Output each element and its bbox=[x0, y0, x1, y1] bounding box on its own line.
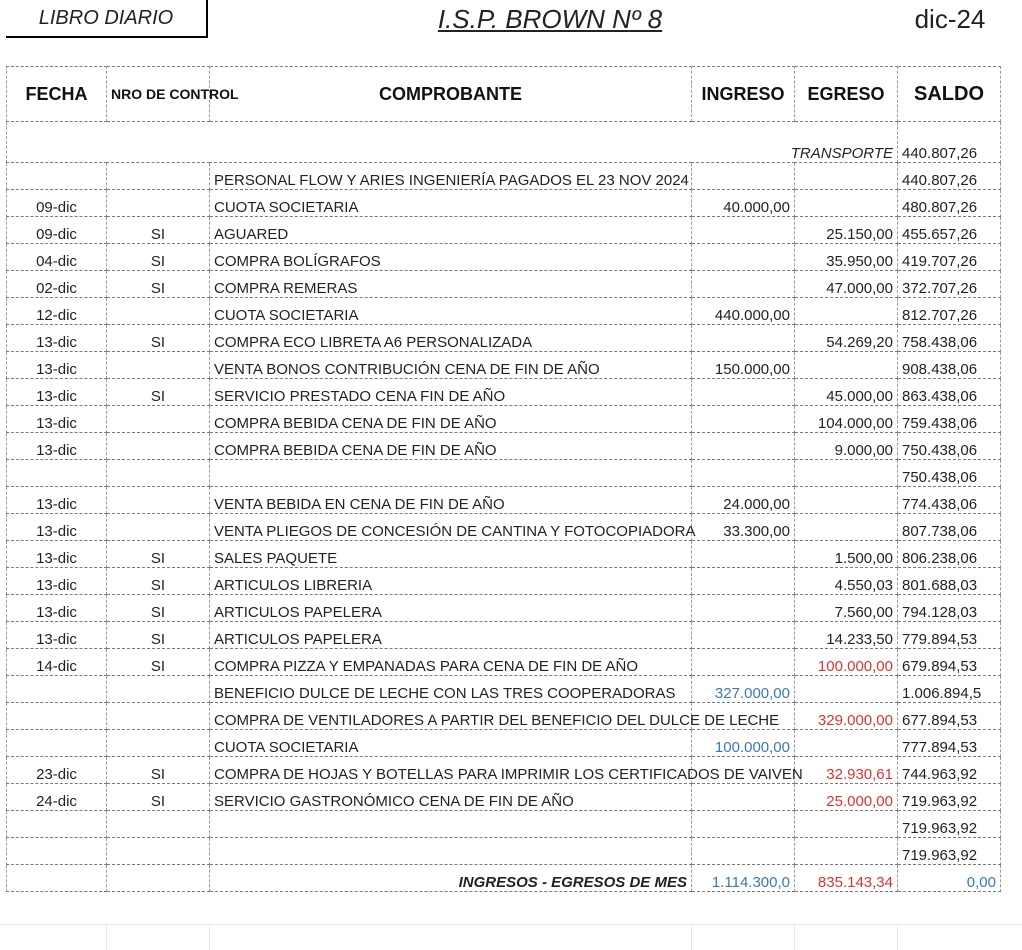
cell-comprobante: VENTA PLIEGOS DE CONCESIÓN DE CANTINA Y FOTOCOPIADORA bbox=[210, 514, 692, 541]
cell-comprobante: ARTICULOS PAPELERA bbox=[210, 622, 692, 649]
cell-control: SI bbox=[107, 541, 210, 568]
cell-fecha bbox=[7, 163, 107, 190]
cell-fecha: 13-dic bbox=[7, 352, 107, 379]
cell-comprobante: ARTICULOS LIBRERIA bbox=[210, 568, 692, 595]
cell-ingreso bbox=[692, 838, 795, 865]
cell-saldo: 1.006.894,5 bbox=[898, 676, 1001, 703]
cell-saldo: 801.688,03 bbox=[898, 568, 1001, 595]
cell-egreso bbox=[795, 487, 898, 514]
cell-fecha bbox=[7, 460, 107, 487]
cell-ingreso bbox=[692, 217, 795, 244]
cell-egreso: 47.000,00 bbox=[795, 271, 898, 298]
cell-egreso: 32.930,61 bbox=[795, 757, 898, 784]
cell-control bbox=[107, 676, 210, 703]
cell-ingreso bbox=[692, 595, 795, 622]
col-header-control: NRO DE CONTROL bbox=[107, 67, 210, 122]
cell-egreso: 35.950,00 bbox=[795, 244, 898, 271]
cell-control bbox=[107, 460, 210, 487]
table-row bbox=[7, 163, 1001, 190]
totals-ingreso: 1.114.300,0 bbox=[692, 865, 795, 892]
totals-label: INGRESOS - EGRESOS DE MES bbox=[210, 865, 692, 892]
cell-fecha bbox=[7, 676, 107, 703]
cell-saldo: 440.807,26 bbox=[898, 163, 1001, 190]
cell-control bbox=[107, 433, 210, 460]
cell-comprobante: COMPRA DE HOJAS Y BOTELLAS PARA IMPRIMIR LOS CERTIFICADOS DE VAIVEN bbox=[210, 757, 692, 784]
table-row bbox=[7, 352, 1001, 379]
table-row bbox=[7, 298, 1001, 325]
cell-control: SI bbox=[107, 595, 210, 622]
cell-control bbox=[107, 352, 210, 379]
transporte-label: TRANSPORTE bbox=[7, 122, 898, 163]
table-row bbox=[7, 460, 1001, 487]
cell-ingreso: 40.000,00 bbox=[692, 190, 795, 217]
table-row bbox=[7, 676, 1001, 703]
header-row bbox=[7, 67, 1001, 122]
cell-control bbox=[107, 703, 210, 730]
table-row bbox=[7, 811, 1001, 838]
cell-comprobante: SERVICIO GASTRONÓMICO CENA DE FIN DE AÑO bbox=[210, 784, 692, 811]
col-header-comprobante: COMPROBANTE bbox=[210, 67, 692, 122]
cell-saldo: 794.128,03 bbox=[898, 595, 1001, 622]
cell-control: SI bbox=[107, 757, 210, 784]
cell-egreso bbox=[795, 838, 898, 865]
cell-saldo: 750.438,06 bbox=[898, 460, 1001, 487]
col-header-ingreso: INGRESO bbox=[692, 67, 795, 122]
cell-comprobante: BENEFICIO DULCE DE LECHE CON LAS TRES COOPERADORAS bbox=[210, 676, 692, 703]
cell-egreso bbox=[795, 298, 898, 325]
table-row bbox=[7, 487, 1001, 514]
cell-fecha: 13-dic bbox=[7, 595, 107, 622]
table-row bbox=[7, 514, 1001, 541]
cell-control: SI bbox=[107, 271, 210, 298]
cell-comprobante: COMPRA BEBIDA CENA DE FIN DE AÑO bbox=[210, 433, 692, 460]
cell-ingreso bbox=[692, 460, 795, 487]
empty-grid-col bbox=[106, 924, 107, 950]
cell-saldo: 719.963,92 bbox=[898, 784, 1001, 811]
cell-fecha: 09-dic bbox=[7, 217, 107, 244]
cell-comprobante: VENTA BONOS CONTRIBUCIÓN CENA DE FIN DE AÑO bbox=[210, 352, 692, 379]
cell-fecha: 13-dic bbox=[7, 541, 107, 568]
cell-ingreso bbox=[692, 811, 795, 838]
cell-comprobante: CUOTA SOCIETARIA bbox=[210, 730, 692, 757]
cell-control bbox=[107, 190, 210, 217]
empty-grid-col bbox=[209, 924, 210, 950]
cell-fecha: 13-dic bbox=[7, 379, 107, 406]
cell-egreso: 9.000,00 bbox=[795, 433, 898, 460]
cell-egreso bbox=[795, 730, 898, 757]
cell-saldo: 774.438,06 bbox=[898, 487, 1001, 514]
cell-comprobante: PERSONAL FLOW Y ARIES INGENIERÍA PAGADOS EL 23 NOV 2024 bbox=[210, 163, 692, 190]
table-row bbox=[7, 838, 1001, 865]
table-row bbox=[7, 595, 1001, 622]
cell-fecha bbox=[7, 703, 107, 730]
cell-egreso: 104.000,00 bbox=[795, 406, 898, 433]
cell-fecha: 13-dic bbox=[7, 514, 107, 541]
cell-ingreso bbox=[692, 406, 795, 433]
totals-empty-control bbox=[107, 865, 210, 892]
cell-saldo: 419.707,26 bbox=[898, 244, 1001, 271]
col-header-fecha: FECHA bbox=[7, 67, 107, 122]
cell-control bbox=[107, 730, 210, 757]
cell-ingreso: 440.000,00 bbox=[692, 298, 795, 325]
table-row bbox=[7, 379, 1001, 406]
cell-fecha: 04-dic bbox=[7, 244, 107, 271]
table-row bbox=[7, 730, 1001, 757]
cell-saldo: 863.438,06 bbox=[898, 379, 1001, 406]
cell-fecha: 13-dic bbox=[7, 568, 107, 595]
cell-ingreso bbox=[692, 244, 795, 271]
cell-control: SI bbox=[107, 325, 210, 352]
cell-ingreso bbox=[692, 622, 795, 649]
cell-saldo: 455.657,26 bbox=[898, 217, 1001, 244]
cell-fecha: 13-dic bbox=[7, 433, 107, 460]
cell-comprobante: ARTICULOS PAPELERA bbox=[210, 595, 692, 622]
ledger-table bbox=[6, 66, 1001, 892]
cell-control bbox=[107, 406, 210, 433]
cell-comprobante bbox=[210, 838, 692, 865]
libro-diario-label: LIBRO DIARIO bbox=[6, 0, 208, 38]
cell-fecha bbox=[7, 838, 107, 865]
cell-saldo: 480.807,26 bbox=[898, 190, 1001, 217]
cell-control: SI bbox=[107, 622, 210, 649]
cell-saldo: 777.894,53 bbox=[898, 730, 1001, 757]
cell-ingreso bbox=[692, 649, 795, 676]
cell-saldo: 719.963,92 bbox=[898, 838, 1001, 865]
cell-comprobante: SALES PAQUETE bbox=[210, 541, 692, 568]
cell-egreso: 1.500,00 bbox=[795, 541, 898, 568]
table-row bbox=[7, 568, 1001, 595]
cell-comprobante: CUOTA SOCIETARIA bbox=[210, 190, 692, 217]
table-row bbox=[7, 406, 1001, 433]
cell-saldo: 759.438,06 bbox=[898, 406, 1001, 433]
cell-fecha: 13-dic bbox=[7, 325, 107, 352]
cell-control bbox=[107, 163, 210, 190]
cell-ingreso bbox=[692, 568, 795, 595]
cell-control: SI bbox=[107, 649, 210, 676]
cell-egreso: 7.560,00 bbox=[795, 595, 898, 622]
totals-row bbox=[7, 865, 1001, 892]
cell-comprobante bbox=[210, 460, 692, 487]
cell-egreso: 329.000,00 bbox=[795, 703, 898, 730]
empty-grid-col bbox=[794, 924, 795, 950]
cell-fecha bbox=[7, 730, 107, 757]
table-row bbox=[7, 217, 1001, 244]
cell-fecha: 23-dic bbox=[7, 757, 107, 784]
cell-egreso: 14.233,50 bbox=[795, 622, 898, 649]
cell-ingreso bbox=[692, 325, 795, 352]
cell-ingreso: 100.000,00 bbox=[692, 730, 795, 757]
cell-saldo: 372.707,26 bbox=[898, 271, 1001, 298]
cell-egreso: 54.269,20 bbox=[795, 325, 898, 352]
cell-saldo: 807.738,06 bbox=[898, 514, 1001, 541]
table-row bbox=[7, 649, 1001, 676]
cell-saldo: 750.438,06 bbox=[898, 433, 1001, 460]
cell-ingreso bbox=[692, 163, 795, 190]
cell-comprobante: SERVICIO PRESTADO CENA FIN DE AÑO bbox=[210, 379, 692, 406]
cell-saldo: 758.438,06 bbox=[898, 325, 1001, 352]
cell-fecha: 02-dic bbox=[7, 271, 107, 298]
cell-ingreso: 24.000,00 bbox=[692, 487, 795, 514]
cell-ingreso bbox=[692, 541, 795, 568]
table-row bbox=[7, 325, 1001, 352]
cell-egreso: 100.000,00 bbox=[795, 649, 898, 676]
cell-ingreso: 33.300,00 bbox=[692, 514, 795, 541]
cell-egreso: 45.000,00 bbox=[795, 379, 898, 406]
cell-comprobante: CUOTA SOCIETARIA bbox=[210, 298, 692, 325]
cell-control: SI bbox=[107, 379, 210, 406]
empty-grid-col bbox=[897, 924, 898, 950]
cell-egreso: 25.150,00 bbox=[795, 217, 898, 244]
totals-saldo: 0,00 bbox=[898, 865, 1001, 892]
cell-egreso bbox=[795, 460, 898, 487]
cell-comprobante: COMPRA DE VENTILADORES A PARTIR DEL BENEFICIO DEL DULCE DE LECHE bbox=[210, 703, 692, 730]
totals-egreso: 835.143,34 bbox=[795, 865, 898, 892]
cell-egreso bbox=[795, 514, 898, 541]
cell-comprobante: COMPRA REMERAS bbox=[210, 271, 692, 298]
cell-comprobante: COMPRA BEBIDA CENA DE FIN DE AÑO bbox=[210, 406, 692, 433]
cell-control bbox=[107, 298, 210, 325]
empty-grid-col bbox=[691, 924, 692, 950]
cell-ingreso: 150.000,00 bbox=[692, 352, 795, 379]
cell-saldo: 744.963,92 bbox=[898, 757, 1001, 784]
table-row bbox=[7, 784, 1001, 811]
table-row bbox=[7, 757, 1001, 784]
cell-comprobante: VENTA BEBIDA EN CENA DE FIN DE AÑO bbox=[210, 487, 692, 514]
cell-fecha: 09-dic bbox=[7, 190, 107, 217]
month-label: dic-24 bbox=[914, 3, 986, 34]
cell-saldo: 677.894,53 bbox=[898, 703, 1001, 730]
cell-ingreso: 327.000,00 bbox=[692, 676, 795, 703]
cell-control bbox=[107, 838, 210, 865]
cell-control: SI bbox=[107, 568, 210, 595]
table-row bbox=[7, 703, 1001, 730]
cell-egreso bbox=[795, 352, 898, 379]
cell-fecha bbox=[7, 811, 107, 838]
cell-ingreso bbox=[692, 784, 795, 811]
transporte-saldo: 440.807,26 bbox=[898, 122, 1001, 163]
cell-control: SI bbox=[107, 217, 210, 244]
table-row bbox=[7, 541, 1001, 568]
cell-saldo: 806.238,06 bbox=[898, 541, 1001, 568]
cell-egreso bbox=[795, 190, 898, 217]
cell-saldo: 908.438,06 bbox=[898, 352, 1001, 379]
cell-control: SI bbox=[107, 244, 210, 271]
cell-comprobante bbox=[210, 811, 692, 838]
cell-fecha: 13-dic bbox=[7, 487, 107, 514]
table-row bbox=[7, 190, 1001, 217]
cell-saldo: 812.707,26 bbox=[898, 298, 1001, 325]
empty-grid-line bbox=[0, 924, 1022, 925]
cell-ingreso bbox=[692, 379, 795, 406]
cell-fecha: 13-dic bbox=[7, 406, 107, 433]
cell-control bbox=[107, 487, 210, 514]
cell-comprobante: AGUARED bbox=[210, 217, 692, 244]
cell-comprobante: COMPRA PIZZA Y EMPANADAS PARA CENA DE FIN DE AÑO bbox=[210, 649, 692, 676]
cell-egreso bbox=[795, 163, 898, 190]
cell-saldo: 679.894,53 bbox=[898, 649, 1001, 676]
transporte-row bbox=[7, 122, 1001, 163]
cell-fecha: 12-dic bbox=[7, 298, 107, 325]
cell-fecha: 24-dic bbox=[7, 784, 107, 811]
cell-egreso: 4.550,03 bbox=[795, 568, 898, 595]
cell-fecha: 13-dic bbox=[7, 622, 107, 649]
table-row bbox=[7, 622, 1001, 649]
col-header-egreso: EGRESO bbox=[795, 67, 898, 122]
table-row bbox=[7, 433, 1001, 460]
cell-egreso: 25.000,00 bbox=[795, 784, 898, 811]
cell-egreso bbox=[795, 811, 898, 838]
table-row bbox=[7, 244, 1001, 271]
cell-control bbox=[107, 514, 210, 541]
institution-title: I.S.P. BROWN Nº 8 bbox=[437, 3, 663, 34]
cell-comprobante: COMPRA ECO LIBRETA A6 PERSONALIZADA bbox=[210, 325, 692, 352]
col-header-saldo: SALDO bbox=[898, 67, 1001, 122]
cell-saldo: 719.963,92 bbox=[898, 811, 1001, 838]
table-row bbox=[7, 271, 1001, 298]
cell-saldo: 779.894,53 bbox=[898, 622, 1001, 649]
cell-comprobante: COMPRA BOLÍGRAFOS bbox=[210, 244, 692, 271]
cell-fecha: 14-dic bbox=[7, 649, 107, 676]
cell-ingreso bbox=[692, 433, 795, 460]
totals-empty-fecha bbox=[7, 865, 107, 892]
cell-egreso bbox=[795, 676, 898, 703]
cell-ingreso bbox=[692, 271, 795, 298]
cell-control: SI bbox=[107, 784, 210, 811]
cell-control bbox=[107, 811, 210, 838]
